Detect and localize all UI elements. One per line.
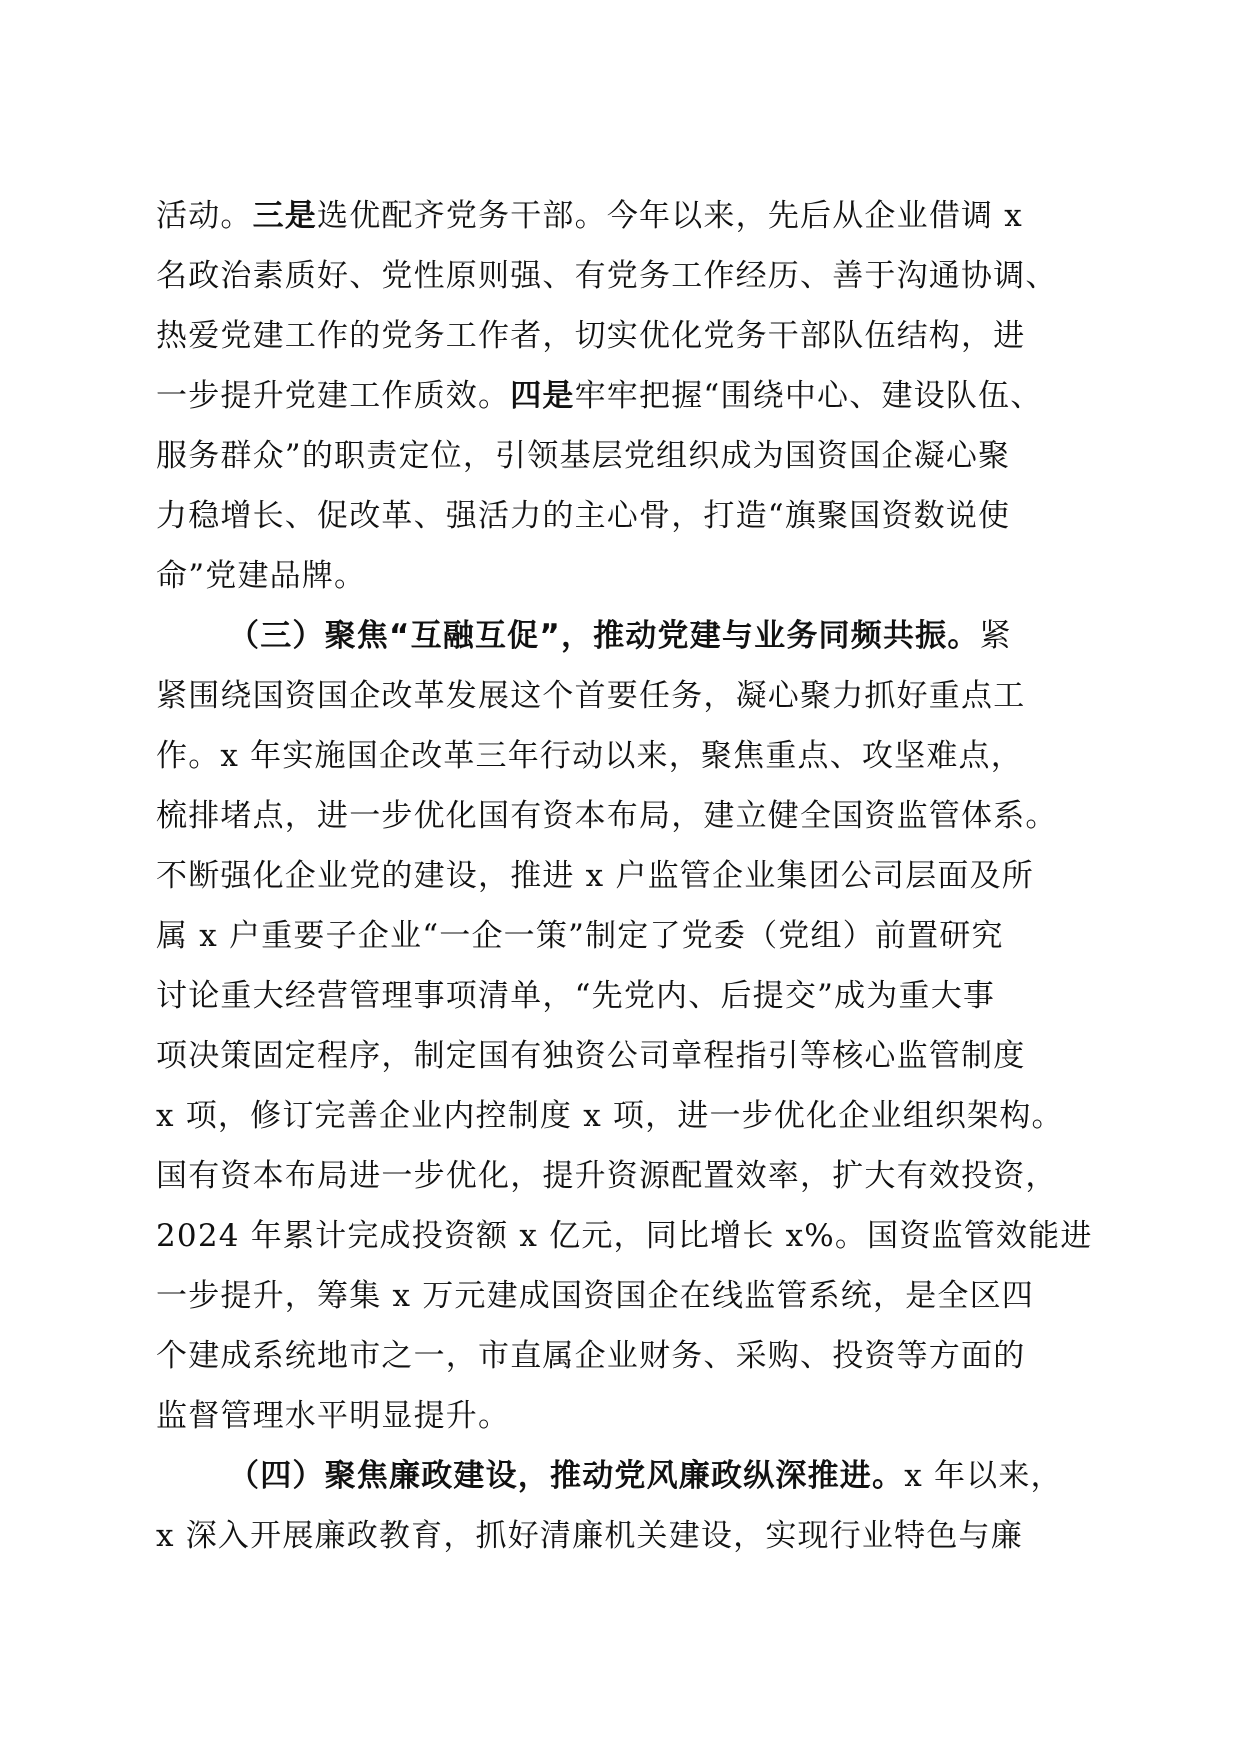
section-heading: （四）聚焦廉政建设，推动党风廉政纵深推进。 bbox=[228, 1458, 905, 1494]
document-body bbox=[156, 186, 1093, 1566]
paragraph-line bbox=[156, 186, 1086, 246]
emphasis-run: 三是 bbox=[252, 198, 318, 234]
paragraph-line: 紧围绕国资国企改革发展这个首要任务，凝心聚力抓好重点工 bbox=[156, 678, 1026, 714]
paragraph-line: 2024 年累计完成投资额 x 亿元，同比增长 x%。国资监管效能进 bbox=[156, 1218, 1093, 1254]
paragraph-line: 不断强化企业党的建设，推进 x 户监管企业集团公司层面及所 bbox=[156, 858, 1034, 894]
paragraph-line bbox=[156, 366, 1086, 426]
paragraph-line: 国有资本布局进一步优化，提升资源配置效率，扩大有效投资， bbox=[156, 1158, 1058, 1194]
paragraph-line: 属 x 户重要子企业“一企一策”制定了党委（党组）前置研究 bbox=[156, 918, 1004, 954]
paragraph-line: x 深入开展廉政教育，抓好清廉机关建设，实现行业特色与廉 bbox=[156, 1518, 1023, 1554]
paragraph-line: 监督管理水平明显提升。 bbox=[156, 1398, 511, 1434]
section-heading-line bbox=[156, 1446, 1086, 1506]
text-run: 紧 bbox=[979, 618, 1012, 654]
paragraph-line: 梳排堵点，进一步优化国有资本布局，建立健全国资监管体系。 bbox=[156, 798, 1058, 834]
text-run: 选优配齐党务干部。今年以来，先后从企业借调 x bbox=[317, 198, 1023, 234]
paragraph-line: 讨论重大经营管理事项清单，“先党内、后提交”成为重大事 bbox=[156, 978, 996, 1014]
paragraph-line: 项决策固定程序，制定国有独资公司章程指引等核心监管制度 bbox=[156, 1038, 1026, 1074]
paragraph-line: 一步提升，筹集 x 万元建成国资国企在线监管系统，是全区四 bbox=[156, 1278, 1034, 1314]
paragraph-line: x 项，修订完善企业内控制度 x 项，进一步优化企业组织架构。 bbox=[156, 1098, 1064, 1134]
paragraph-line: 热爱党建工作的党务工作者，切实优化党务干部队伍结构，进 bbox=[156, 318, 1026, 354]
section-heading: （三）聚焦“互融互促”，推动党建与业务同频共振。 bbox=[228, 618, 980, 654]
paragraph-line: 作。x 年实施国企改革三年行动以来，聚焦重点、攻坚难点， bbox=[156, 738, 1023, 774]
paragraph-line: 个建成系统地市之一，市直属企业财务、采购、投资等方面的 bbox=[156, 1338, 1026, 1374]
text-run: x 年以来， bbox=[904, 1458, 1063, 1494]
text-run: 牢牢把握“围绕中心、建设队伍、 bbox=[574, 378, 1043, 414]
section-heading-line bbox=[156, 606, 1086, 666]
text-run: 一步提升党建工作质效。 bbox=[156, 378, 511, 414]
paragraph-line: 服务群众”的职责定位，引领基层党组织成为国资国企凝心聚 bbox=[156, 438, 1011, 474]
paragraph-line: 命”党建品牌。 bbox=[156, 558, 367, 594]
text-run: 活动。 bbox=[156, 198, 253, 234]
paragraph-line: 名政治素质好、党性原则强、有党务工作经历、善于沟通协调、 bbox=[156, 258, 1058, 294]
paragraph-line: 力稳增长、促改革、强活力的主心骨，打造“旗聚国资数说使 bbox=[156, 498, 1011, 534]
emphasis-run: 四是 bbox=[510, 378, 575, 414]
